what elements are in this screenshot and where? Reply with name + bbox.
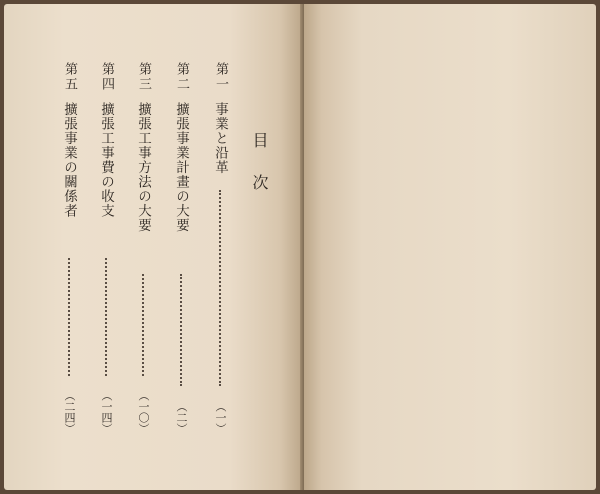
right-page-blank xyxy=(304,4,596,490)
toc-entry-number: 第一 xyxy=(213,62,228,92)
dot-leader xyxy=(142,274,144,376)
toc-entry-page: （一四） xyxy=(100,390,113,434)
dot-leader xyxy=(68,258,70,376)
toc-entry-page: （一〇） xyxy=(137,390,150,434)
toc-entry-1 xyxy=(210,62,230,434)
toc-entry-page: （一） xyxy=(214,401,227,434)
dot-leader xyxy=(219,190,221,386)
toc-entry-title: 擴張工事費の收支 xyxy=(98,102,114,218)
toc-entry-number: 第二 xyxy=(174,62,189,92)
toc-entry-number: 第五 xyxy=(62,62,77,92)
left-page xyxy=(4,4,304,490)
toc-entry-number: 第四 xyxy=(99,62,114,92)
toc-entry-5 xyxy=(59,62,79,434)
toc-entry-3 xyxy=(133,62,153,434)
dot-leader xyxy=(180,274,182,386)
toc-entry-title: 擴張工事方法の大要 xyxy=(135,102,151,233)
toc-entry-page: （二四） xyxy=(63,390,76,434)
toc-entry-number: 第三 xyxy=(136,62,151,92)
toc-entry-4 xyxy=(96,62,116,434)
toc-entry-title: 擴張事業計畫の大要 xyxy=(173,102,189,233)
dot-leader xyxy=(105,258,107,376)
toc-entry-2 xyxy=(171,62,191,434)
toc-entry-title: 事業と沿革 xyxy=(212,102,228,175)
toc-heading: 目次 xyxy=(250,132,269,216)
toc-entry-title: 擴張事業の關係者 xyxy=(61,102,77,218)
toc-entry-page: （二） xyxy=(175,401,188,434)
